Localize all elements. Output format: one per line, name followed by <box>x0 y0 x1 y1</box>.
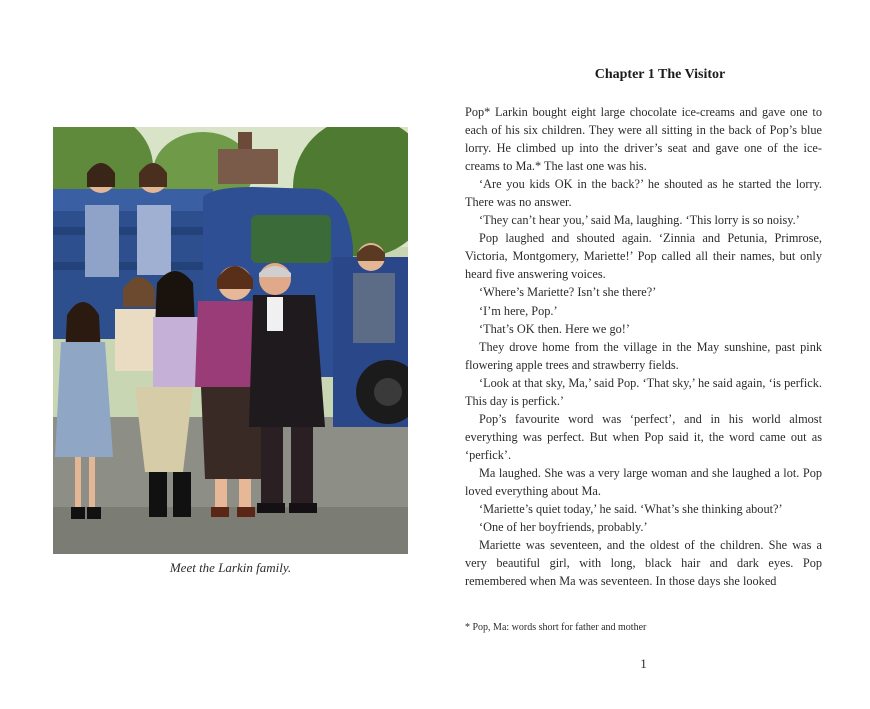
paragraph: ‘One of her boyfriends, probably.’ <box>479 520 648 535</box>
paragraph: ‘That’s OK then. Here we go!’ <box>479 321 630 336</box>
family-photo-image <box>53 127 408 554</box>
right-page <box>435 0 870 709</box>
paragraph: Pop’s favourite word was ‘perfect’, and in his world almost everything was perfect. But when Pop said it, the word came out as ‘perfick’. <box>465 411 822 462</box>
footnote: * Pop, Ma: words short for father and mother <box>465 622 647 633</box>
paragraph: Ma laughed. She was a very large woman and she laughed a lot. Pop loved everything about Ma. <box>465 465 822 498</box>
paragraph: ‘Are you kids OK in the back?’ he shouted as he started the lorry. There was no answer. <box>465 177 822 210</box>
chapter-title: Chapter 1 The Visitor <box>594 67 726 82</box>
paragraph: Pop laughed and shouted again. ‘Zinnia and Petunia, Primrose, Victoria, Montgomery, Mariette!’ Pop called all their names, but only heard five answering voices. <box>465 231 822 282</box>
paragraph: They drove home from the village in the May sunshine, past pink flowering apple trees and strawberry fields. <box>465 339 822 372</box>
paragraph: ‘Mariette’s quiet today,’ he said. ‘What’s she thinking about?’ <box>479 502 783 517</box>
paragraph: ‘I’m here, Pop.’ <box>479 303 558 318</box>
paragraph: Pop* Larkin bought eight large chocolate ice-creams and gave one to each of his six children. They were all sitting in the back of Pop’s blue lorry. He climbed up into the driver’s seat and gave one of the ice-creams to Ma.* The last one was his. <box>465 105 822 174</box>
paragraph: ‘Look at that sky, Ma,’ said Pop. ‘That sky,’ he said again, ‘is perfick. This day is perfick.’ <box>465 375 822 408</box>
photo-caption: Meet the Larkin family. <box>169 560 292 575</box>
paragraph: ‘Where’s Mariette? Isn’t she there?’ <box>479 285 657 300</box>
family-photo <box>53 127 408 554</box>
page-number: 1 <box>640 656 647 671</box>
paragraph: Mariette was seventeen, and the oldest of the children. She was a very beautiful girl, with long, black hair and dark eyes. Pop remembered when Ma was seventeen. In those days she looked <box>465 538 822 589</box>
paragraph: ‘They can’t hear you,’ said Ma, laughing. ‘This lorry is so noisy.’ <box>479 213 800 228</box>
chapter-body <box>465 103 822 590</box>
